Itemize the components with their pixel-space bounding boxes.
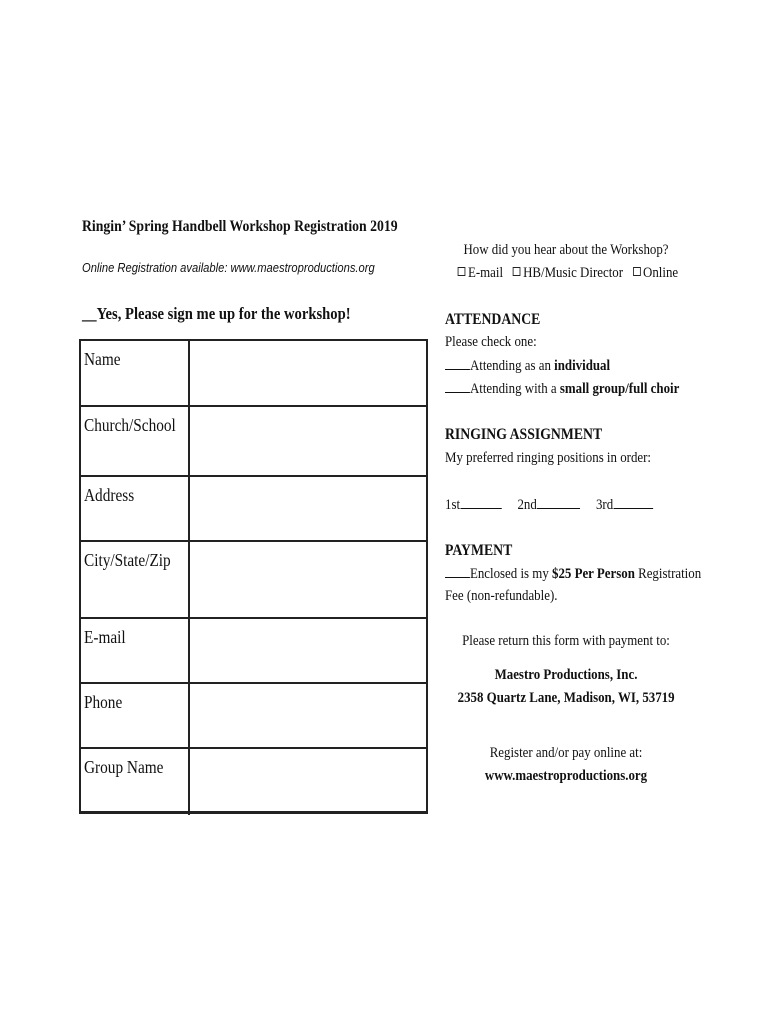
online-instruction: Register and/or pay online at: bbox=[489, 745, 643, 761]
attendance-individual bbox=[445, 357, 610, 375]
table-row bbox=[81, 682, 426, 749]
city-state-zip-field[interactable] bbox=[188, 542, 426, 619]
group-bold: small group/full choir bbox=[559, 381, 680, 397]
email-checkbox[interactable] bbox=[458, 267, 466, 276]
ringing-positions bbox=[445, 496, 653, 514]
registration-table bbox=[79, 339, 428, 814]
table-row bbox=[81, 540, 426, 619]
payment-check-blank[interactable] bbox=[445, 565, 470, 578]
payment-suffix: Registration bbox=[634, 566, 702, 582]
field-label-phone: Phone bbox=[84, 692, 123, 712]
form-title: Ringin’ Spring Handbell Workshop Registration 2019 bbox=[82, 218, 398, 235]
return-instruction: Please return this form with payment to: bbox=[462, 633, 670, 649]
table-row bbox=[81, 341, 426, 405]
field-label-email: E-mail bbox=[84, 627, 126, 647]
table-row bbox=[81, 617, 426, 684]
online-checkbox[interactable] bbox=[633, 267, 641, 276]
payment-line bbox=[445, 565, 701, 583]
online-url[interactable]: www.maestroproductions.org bbox=[484, 768, 648, 784]
attendance-instruction: Please check one: bbox=[445, 334, 537, 350]
company-address: 2358 Quartz Lane, Madison, WI, 53719 bbox=[457, 690, 675, 706]
individual-bold: individual bbox=[554, 358, 611, 374]
position-1-label: 1st bbox=[445, 497, 461, 513]
individual-prefix: Attending as an bbox=[469, 358, 555, 374]
heard-option-director: HB/Music Director bbox=[523, 265, 624, 281]
table-row bbox=[81, 405, 426, 477]
position-3-label: 3rd bbox=[595, 497, 614, 513]
payment-heading: PAYMENT bbox=[445, 542, 513, 559]
field-label-group-name: Group Name bbox=[84, 757, 164, 777]
group-prefix: Attending with a bbox=[469, 381, 560, 397]
group-check-blank[interactable] bbox=[445, 380, 470, 393]
individual-check-blank[interactable] bbox=[445, 357, 470, 370]
director-checkbox[interactable] bbox=[513, 267, 521, 276]
phone-field[interactable] bbox=[188, 684, 426, 749]
position-2-label: 2nd bbox=[517, 497, 537, 513]
table-row bbox=[81, 747, 426, 815]
table-row bbox=[81, 475, 426, 542]
position-3-blank[interactable] bbox=[613, 496, 653, 509]
payment-prefix: Enclosed is my bbox=[469, 566, 552, 582]
name-field[interactable] bbox=[188, 341, 426, 405]
payment-amount: $25 Per Person bbox=[551, 566, 635, 582]
signup-line: __Yes, Please sign me up for the workshop! bbox=[82, 304, 351, 323]
heard-options bbox=[458, 265, 679, 282]
field-label-church-school: Church/School bbox=[84, 415, 176, 435]
online-registration-note: Online Registration available: www.maestroproductions.org bbox=[82, 260, 375, 275]
heard-option-email: E-mail bbox=[467, 265, 504, 281]
field-label-name: Name bbox=[84, 349, 121, 369]
heard-question: How did you hear about the Workshop? bbox=[463, 242, 669, 258]
company-name: Maestro Productions, Inc. bbox=[494, 667, 638, 683]
position-2-blank[interactable] bbox=[537, 496, 580, 509]
attendance-group bbox=[445, 380, 679, 398]
church-school-field[interactable] bbox=[188, 407, 426, 477]
field-label-address: Address bbox=[84, 485, 135, 505]
position-1-blank[interactable] bbox=[460, 496, 501, 509]
ringing-heading: RINGING ASSIGNMENT bbox=[445, 426, 603, 443]
payment-line-2: Fee (non-refundable). bbox=[445, 588, 558, 604]
attendance-heading: ATTENDANCE bbox=[445, 311, 541, 328]
email-field[interactable] bbox=[188, 619, 426, 684]
field-label-city-state-zip: City/State/Zip bbox=[84, 550, 171, 570]
address-field[interactable] bbox=[188, 477, 426, 542]
ringing-instruction: My preferred ringing positions in order: bbox=[445, 450, 651, 466]
group-name-field[interactable] bbox=[188, 749, 426, 815]
heard-option-online: Online bbox=[643, 265, 679, 281]
